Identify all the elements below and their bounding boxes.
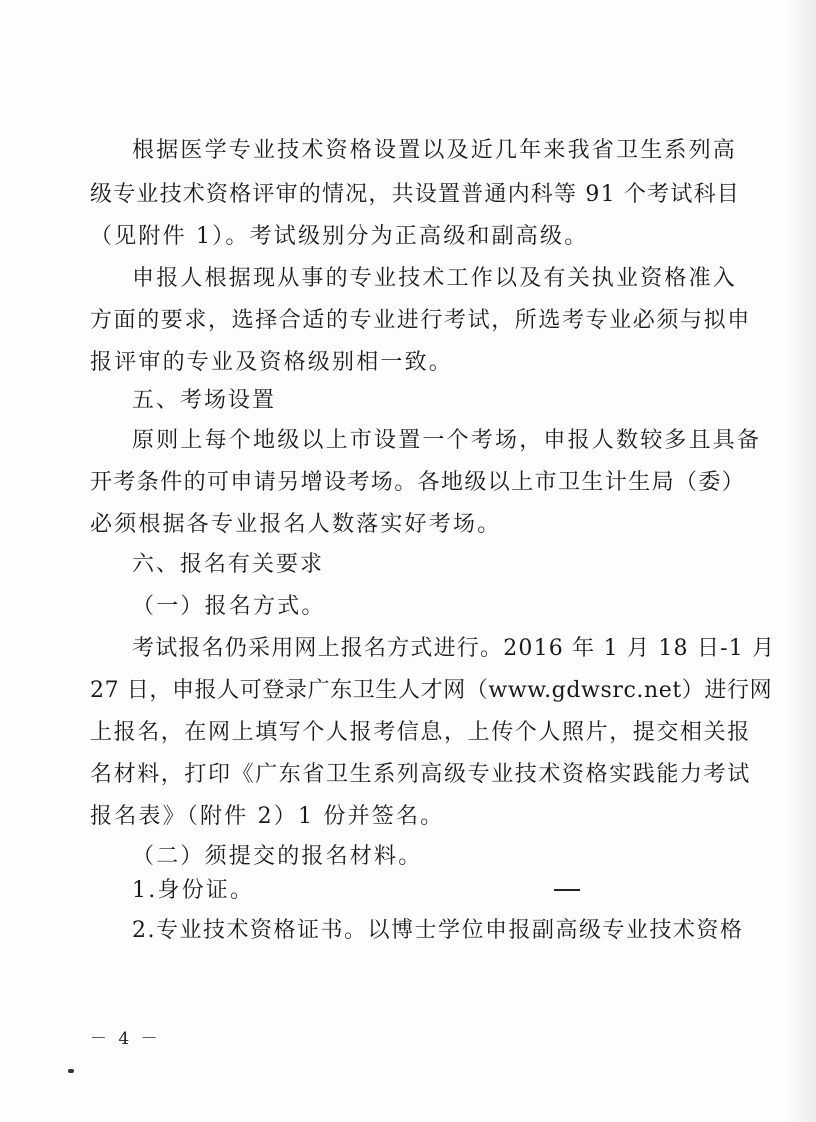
section-heading: 六、报名有关要求	[132, 552, 325, 577]
list-item: 2.专业技术资格证书。以博士学位申报副高级专业技术资格	[132, 918, 744, 943]
scan-edge-shadow	[786, 0, 816, 1122]
paragraph-line: 申报人根据现从事的专业技术工作以及有关执业资格准入	[132, 266, 738, 291]
list-item: 1.身份证。	[132, 878, 255, 903]
scan-speck	[68, 1069, 74, 1073]
paragraph-line: 方面的要求，选择合适的专业进行考试，所选考专业必须与拟申	[90, 308, 751, 333]
paragraph-line: 考试报名仍采用网上报名方式进行。2016 年 1 月 18 日-1 月	[132, 636, 776, 661]
page-number: － 4 －	[90, 1029, 161, 1049]
paragraph-line: 根据医学专业技术资格设置以及近几年来我省卫生系列高	[132, 138, 738, 163]
paragraph-line: 必须根据各专业报名人数落实好考场。	[90, 512, 502, 537]
paragraph-line: 开考条件的可申请另增设考场。各地级以上市卫生计生局（委）	[90, 470, 746, 495]
paragraph-line: 报名表》（附件 2）1 份并签名。	[90, 804, 445, 829]
paragraph-line: 原则上每个地级以上市设置一个考场，申报人数较多且具备	[132, 428, 762, 453]
paragraph-line: 名材料，打印《广东省卫生系列高级专业技术资格实践能力考试	[90, 762, 751, 787]
paragraph-line: 上报名，在网上填写个人报考信息，上传个人照片，提交相关报	[90, 720, 751, 745]
subsection-heading: （二）须提交的报名材料。	[132, 844, 423, 869]
paragraph-line: 级专业技术资格评审的情况，共设置普通内科等 91 个考试科目	[90, 182, 740, 207]
subsection-heading: （一）报名方式。	[132, 594, 326, 619]
handwritten-dash-mark	[554, 889, 580, 891]
paragraph-line: 27 日，申报人可登录广东卫生人才网（www.gdwsrc.net）进行网	[90, 678, 773, 703]
paragraph-line: （见附件 1）。考试级别分为正高级和副高级。	[90, 224, 589, 249]
section-heading: 五、考场设置	[132, 388, 277, 413]
paragraph-line: 报评审的专业及资格级别相一致。	[90, 350, 454, 375]
